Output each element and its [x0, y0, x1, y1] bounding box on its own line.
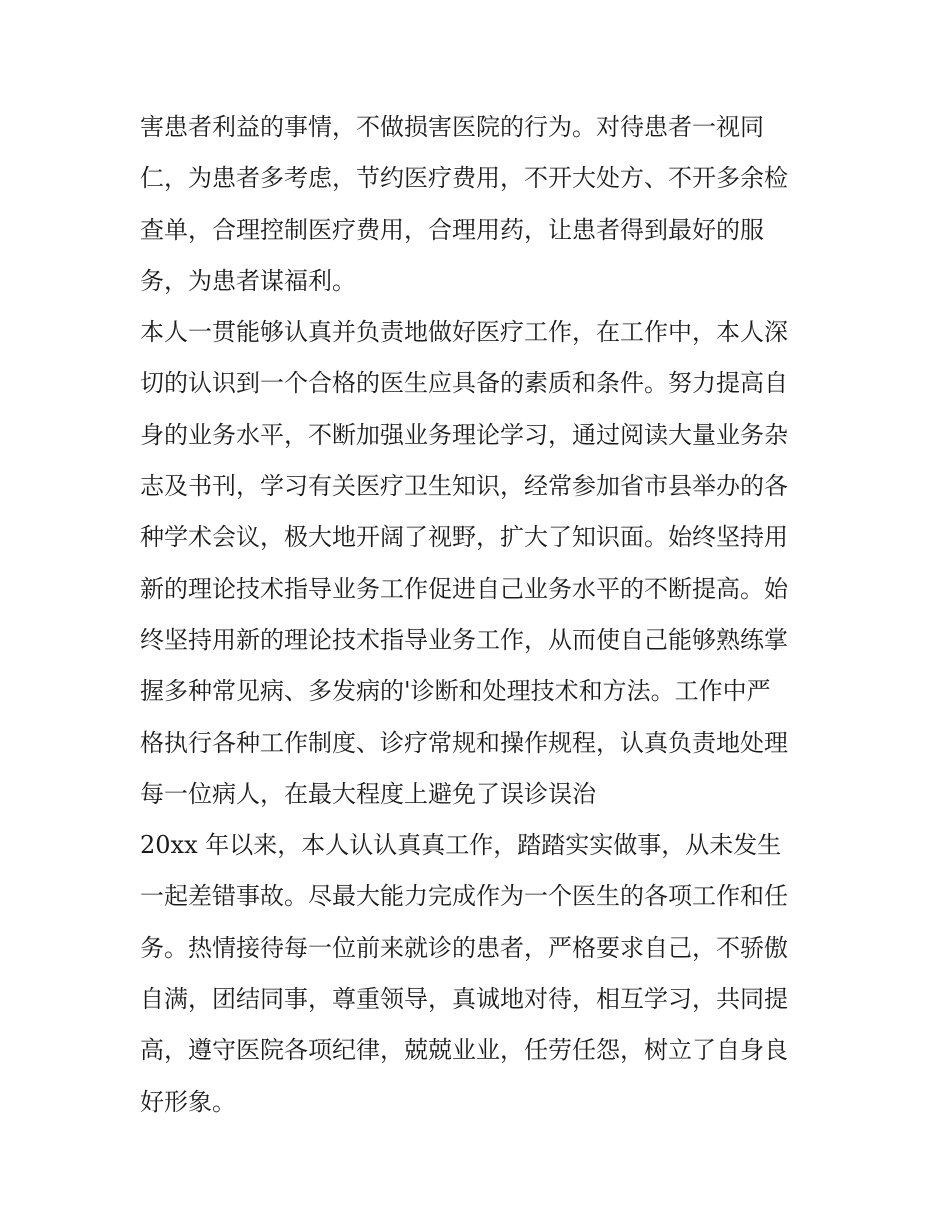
text-line: 每一位病人，在最大程度上避免了误诊误治 — [140, 779, 596, 808]
text-line: 志及书刊，学习有关医疗卫生知识，经常参加省市县举办的各 — [140, 472, 788, 501]
body-text — [140, 102, 820, 1128]
text-line: 20xx 年以来，本人认认真真工作，踏踏实实做事，从未发生 — [140, 831, 782, 860]
text-line: 查单，合理控制医疗费用，合理用药，让患者得到最好的服 — [140, 215, 764, 244]
text-line: 务。热情接待每一位前来就诊的患者，严格要求自己，不骄傲 — [140, 933, 788, 962]
text-line: 新的理论技术指导业务工作促进自己业务水平的不断提高。始 — [140, 574, 788, 603]
text-line: 切的认识到一个合格的医生应具备的素质和条件。努力提高自 — [140, 369, 788, 398]
text-line: 仁，为患者多考虑，节约医疗费用，不开大处方、不开多余检 — [140, 164, 788, 193]
text-line: 高，遵守医院各项纪律，兢兢业业，任劳任怨，树立了自身良 — [140, 1036, 788, 1065]
text-line: 务，为患者谋福利。 — [140, 266, 356, 295]
text-line: 一起差错事故。尽最大能力完成作为一个医生的各项工作和任 — [140, 882, 788, 911]
text-line: 种学术会议，极大地开阔了视野，扩大了知识面。始终坚持用 — [140, 523, 788, 552]
text-line: 握多种常见病、多发病的'诊断和处理技术和方法。工作中严 — [140, 677, 771, 706]
text-line: 自满，团结同事，尊重领导，真诚地对待，相互学习，共同提 — [140, 985, 788, 1014]
text-line: 害患者利益的事情，不做损害医院的行为。对待患者一视同 — [140, 113, 764, 141]
text-line: 本人一贯能够认真并负责地做好医疗工作，在工作中，本人深 — [140, 318, 788, 347]
text-line: 身的业务水平，不断加强业务理论学习，通过阅读大量业务杂 — [140, 420, 788, 449]
text-line: 终坚持用新的理论技术指导业务工作，从而使自己能够熟练掌 — [140, 625, 788, 654]
text-line: 格执行各种工作制度、诊疗常规和操作规程，认真负责地处理 — [140, 728, 788, 757]
text-line: 好形象。 — [140, 1087, 236, 1116]
